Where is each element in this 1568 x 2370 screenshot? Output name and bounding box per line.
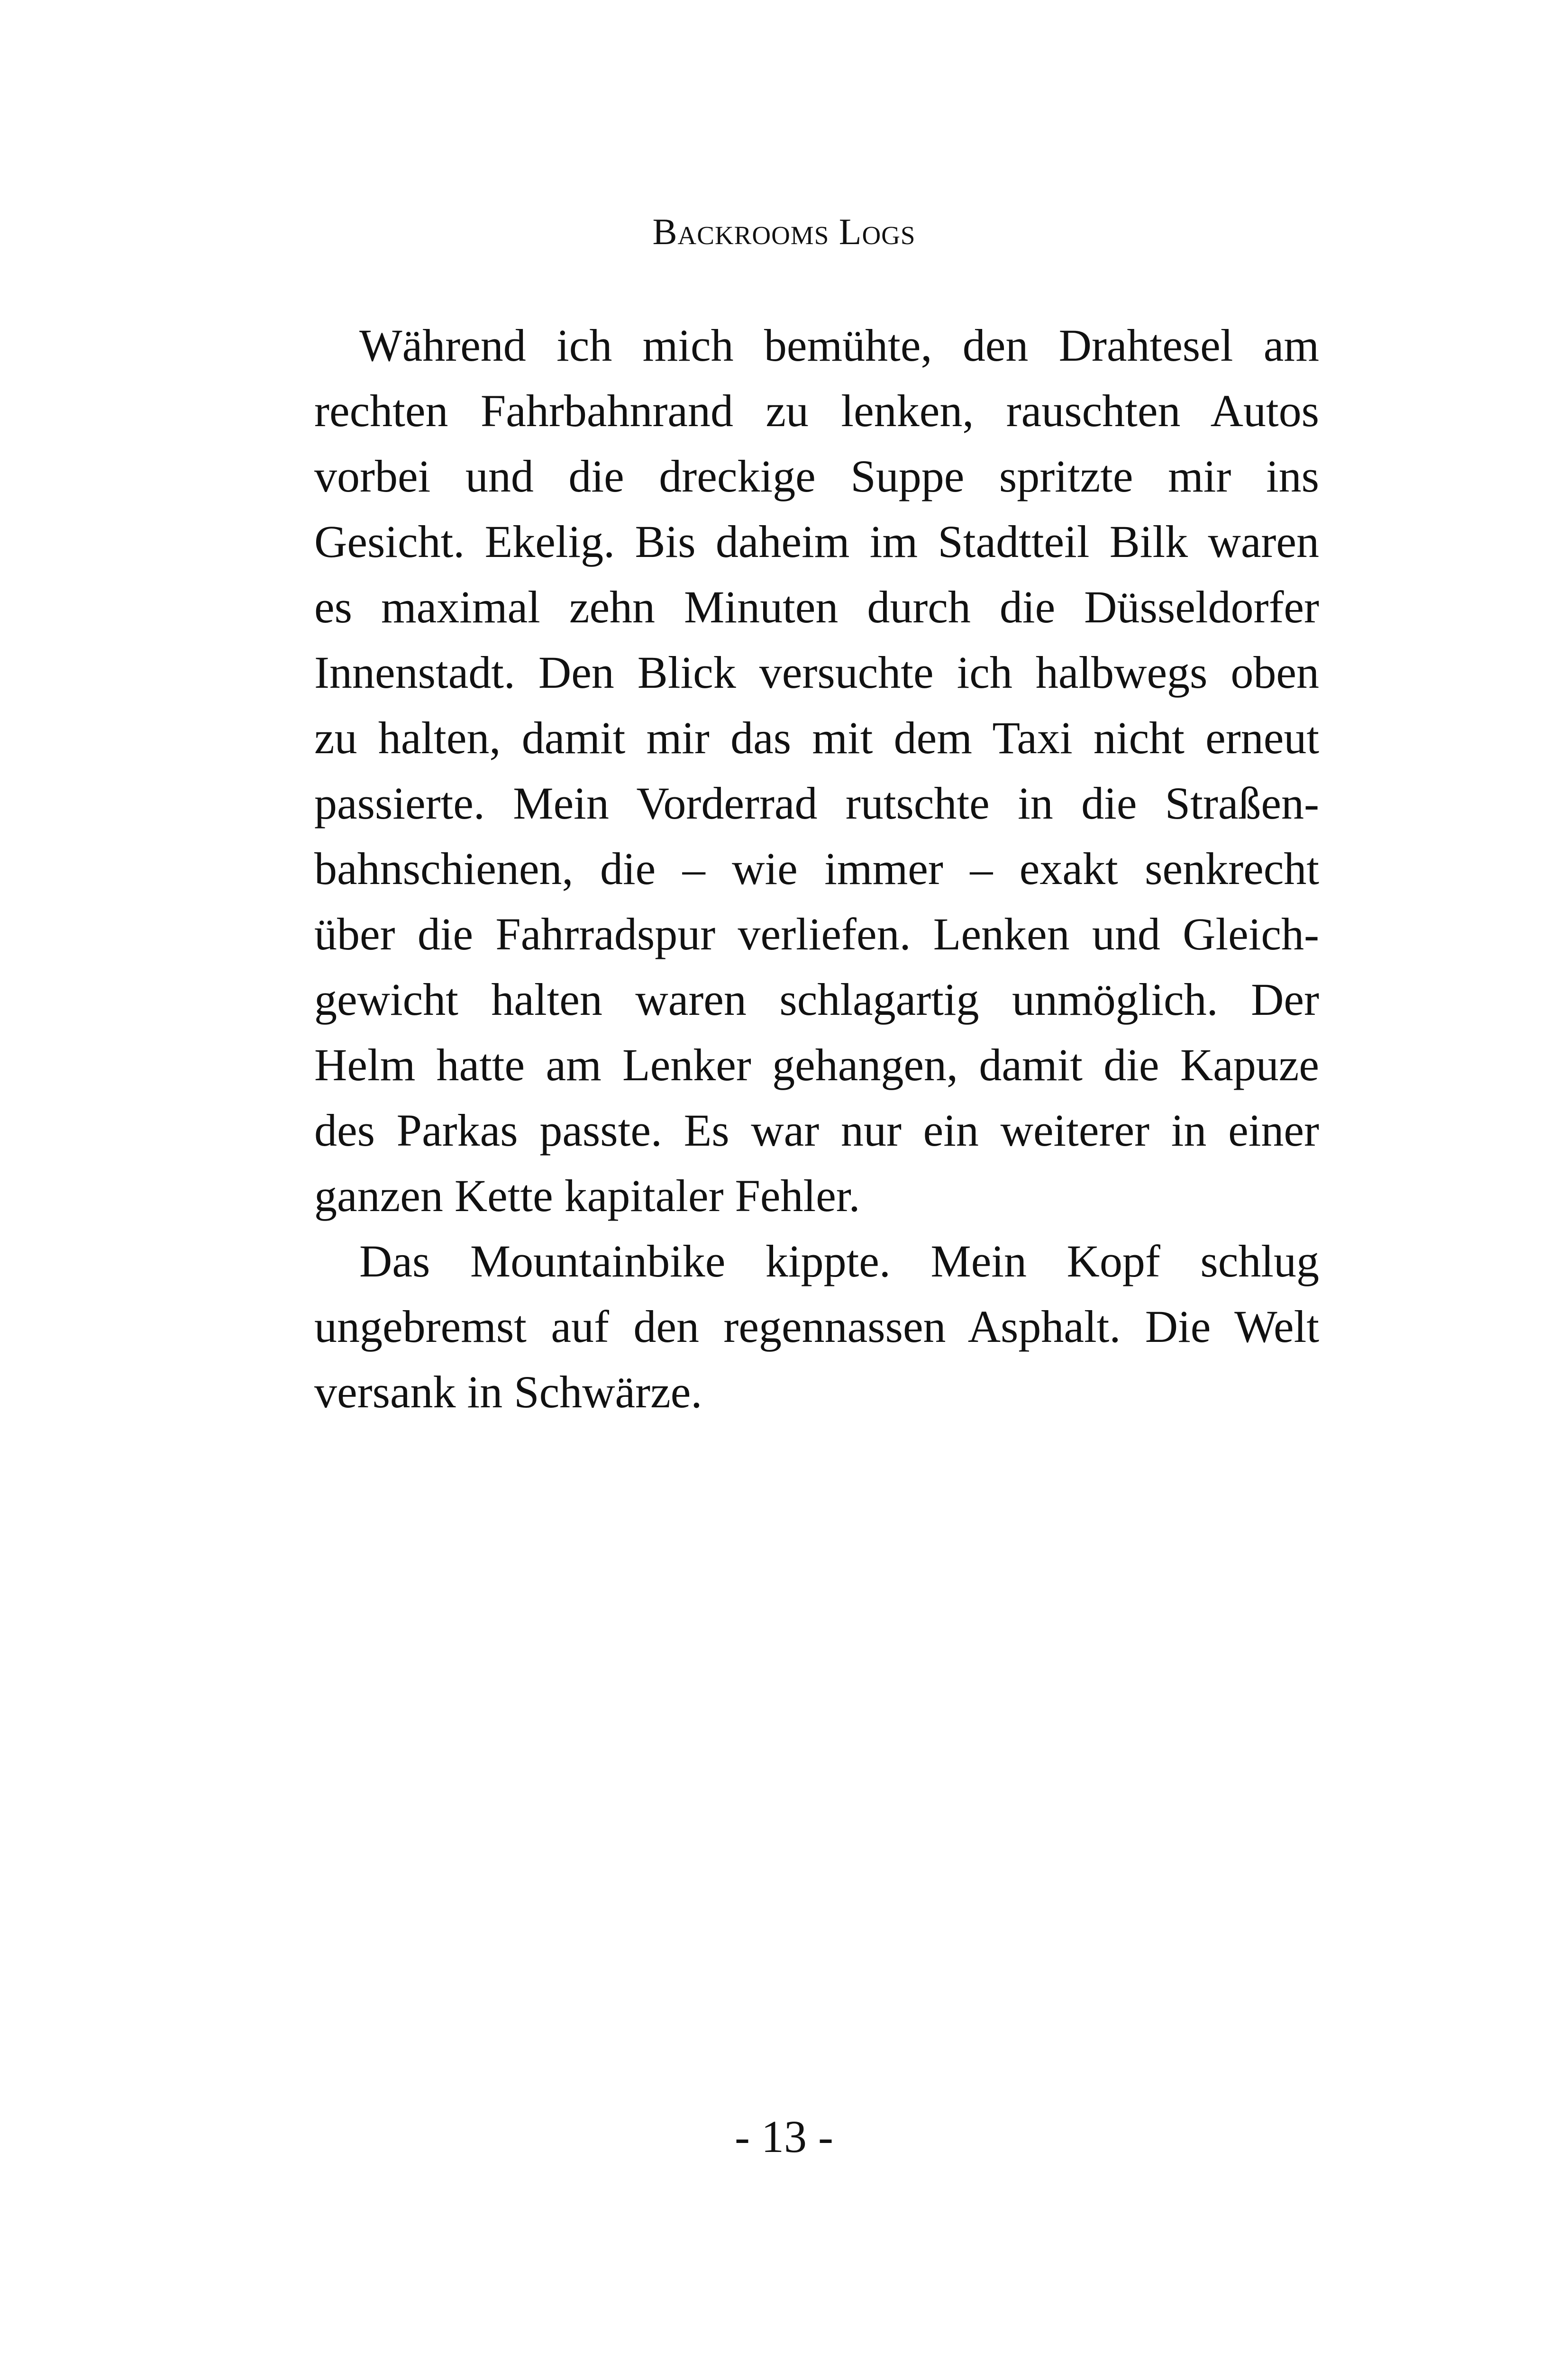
paragraph-1 — [314, 313, 1319, 1229]
text-line: Gesicht. Ekelig. Bis daheim im Stadtteil Bilk waren — [314, 516, 1319, 567]
text-line: zu halten, damit mir das mit dem Taxi nicht erneut — [314, 712, 1319, 763]
text-line: gewicht halten waren schlagartig unmöglich. Der — [314, 974, 1319, 1025]
text-line: rechten Fahrbahnrand zu lenken, rauschten Autos — [314, 385, 1319, 436]
text-line: bahnschienen, die – wie immer – exakt senkrecht — [314, 843, 1319, 894]
running-header: Backrooms Logs — [652, 211, 916, 252]
text-line: des Parkas passte. Es war nur ein weiterer in einer — [314, 1105, 1319, 1156]
page-number: - 13 - — [735, 2111, 833, 2162]
body-text — [314, 313, 1319, 1425]
text-line: passierte. Mein Vorderrad rutschte in die Straßen- — [314, 778, 1319, 829]
paragraph-2 — [314, 1229, 1319, 1425]
text-line: Das Mountainbike kippte. Mein Kopf schlug — [359, 1236, 1319, 1286]
text-line: versank in Schwärze. — [314, 1367, 702, 1417]
text-line: über die Fahrradspur verliefen. Lenken und Gleich- — [314, 909, 1319, 959]
text-line: Helm hatte am Lenker gehangen, damit die Kapuze — [314, 1039, 1319, 1090]
text-line: Innenstadt. Den Blick versuchte ich halbwegs oben — [314, 647, 1319, 698]
text-line: Während ich mich bemühte, den Drahtesel am — [359, 320, 1319, 371]
text-line: es maximal zehn Minuten durch die Düsseldorfer — [314, 582, 1319, 632]
text-line: ganzen Kette kapitaler Fehler. — [314, 1170, 860, 1221]
text-line: ungebremst auf den regennassen Asphalt. Die Welt — [314, 1301, 1319, 1352]
text-line: vorbei und die dreckige Suppe spritzte mir ins — [314, 451, 1319, 501]
